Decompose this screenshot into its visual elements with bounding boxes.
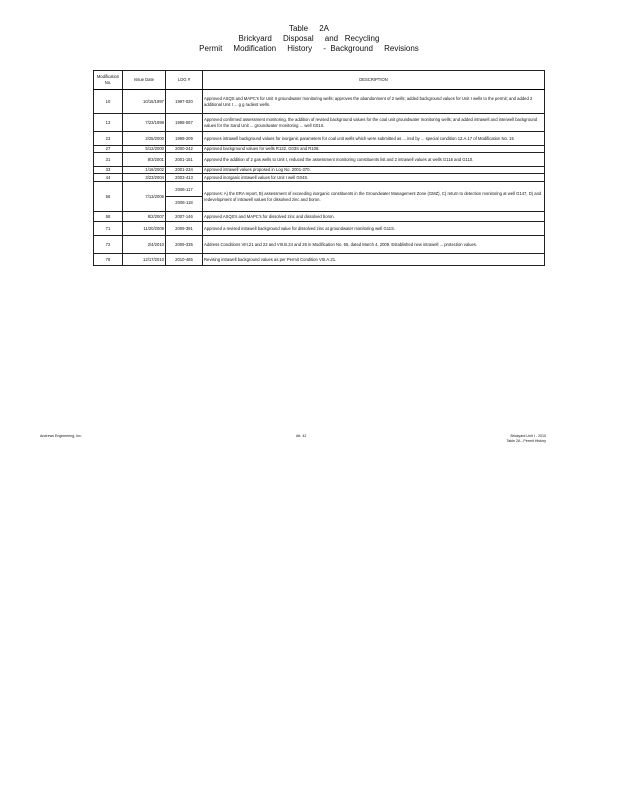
footer-right-line-1: Brickyard Unit I - 2010 (510, 434, 546, 438)
header-modification: Modification No. (94, 71, 123, 90)
issue-date: 2/4/2010 (123, 236, 166, 254)
description: Approves intrawell background values for inorganic parameters for coal unit wells which were submitted as ... ired by ... special condition 12.A.17 of Modification No. 15 (203, 132, 545, 146)
mod-number: 27 (94, 146, 123, 153)
table-row (94, 153, 545, 167)
log-number: 2007-146 (166, 212, 203, 222)
table-row (94, 167, 545, 174)
table-row (94, 236, 545, 254)
log-number: 2000-242 (166, 146, 203, 153)
description: Approved background values for wells R132, G03S and R108. (203, 146, 545, 153)
mod-number: 58 (94, 212, 123, 222)
document-title (0, 24, 618, 54)
log-number: 2006-117 (166, 184, 202, 197)
title-line-2: Brickyard Disposal and Recycling (238, 34, 380, 43)
issue-date: 11/20/2009 (123, 222, 166, 236)
description: Approved ASQS and MAPC's for Unit II groundwater monitoring wells; approves the abandonment of 2 wells; added background values for Unit I wells to the permit; and added 2 additional Unit I ... g g radient wells. (203, 90, 545, 114)
log-number: 2003-413 (166, 174, 203, 182)
description: Approves: A) the ERA report, B) assessment of exceeding inorganic constituents in the Groundwater Management Zone (GMZ), C) return to detection monitoring at well G147, D) and redevelopment of intrawell values for dissolved zinc and boron. (203, 182, 545, 212)
issue-date: 10/15/1997 (123, 90, 166, 114)
title-line-3: Permit Modification History - Background Revisions (199, 44, 419, 53)
description: Revising intrawell background values as per Permit Condition VIII.A.21. (203, 254, 545, 266)
description: Approved the addition of 2 gas wells to Unit I, reduced the assessment monitoring constituents list and 2 intrawell values at wells G116 and G110. (203, 153, 545, 167)
header-issue-date: Issue Date (123, 71, 166, 90)
header-description: DESCRIPTION (203, 71, 545, 90)
issue-date: 1/16/2002 (123, 167, 166, 174)
log-number: 2009-335 (166, 236, 203, 254)
log-number: 1999-209 (166, 132, 203, 146)
description: Address Conditions VIII.21 and 22 and VIII.B.24 and 26 in Modification No. 65, dated March 4, 2009. Established new intrawell ... protection values. (203, 236, 545, 254)
footer-document-id (506, 434, 546, 444)
log-number-group (166, 182, 203, 212)
issue-date: 7/23/1998 (123, 114, 166, 132)
table-row (94, 114, 545, 132)
permit-history-table (93, 70, 545, 266)
log-number: 2010-465 (166, 254, 203, 266)
mod-number: 78 (94, 254, 123, 266)
title-line-1: Table 2A (288, 24, 330, 33)
issue-date: 8/2/2007 (123, 212, 166, 222)
mod-number: 33 (94, 167, 123, 174)
mod-number: 10 (94, 90, 123, 114)
table-row (94, 222, 545, 236)
table-header-row (94, 71, 545, 90)
mod-number: 72 (94, 236, 123, 254)
log-number: 2009-391 (166, 222, 203, 236)
issue-date: 2/25/2000 (123, 132, 166, 146)
mod-number: 44 (94, 174, 123, 182)
log-number-secondary: 2006-118 (175, 200, 193, 205)
table-row (94, 90, 545, 114)
description: Approved inorganic intrawell values for Unit I well G04S. (203, 174, 545, 182)
footer-company: Andrews Engineering, Inc. (40, 434, 82, 438)
table-row (94, 212, 545, 222)
log-number: 1998-067 (166, 114, 203, 132)
header-log: LOG # (166, 71, 203, 90)
issue-date: 12/17/2010 (123, 254, 166, 266)
table-row (94, 254, 545, 266)
table-row (94, 174, 545, 182)
table-row (94, 132, 545, 146)
description: Approved intrawell values proposed in Log No. 2001-370. (203, 167, 545, 174)
table-row (94, 182, 545, 212)
issue-date: 8/3/2001 (123, 153, 166, 167)
mod-number: 23 (94, 132, 123, 146)
issue-date: 3/23/2004 (123, 174, 166, 182)
log-number: 1997-020 (166, 90, 203, 114)
mod-number: 56 (94, 182, 123, 212)
mod-number: 71 (94, 222, 123, 236)
log-number: 2001-151 (166, 153, 203, 167)
issue-date: 7/13/2006 (123, 182, 166, 212)
mod-number: 31 (94, 153, 123, 167)
footer-page-number: Att. 42 (296, 434, 307, 438)
log-number: 2001-234 (166, 167, 203, 174)
mod-number: 13 (94, 114, 123, 132)
footer-right-line-2: Table 2A - Permit History (506, 439, 546, 443)
description: Approved ASQS's and MAPC's for dissolved zinc and dissolved boron. (203, 212, 545, 222)
table-row (94, 146, 545, 153)
description: Approved a revised intrawell background value for dissolved zinc at groundwater monitoring well G11S. (203, 222, 545, 236)
description: Approved confirmed assessment monitoring, the addition of revised background values for the coal unit groundwater monitoring wells; and added intrawell and interwell background values for the Sand Unit ... groundwater monitoring ... well G01S. (203, 114, 545, 132)
issue-date: 5/12/2000 (123, 146, 166, 153)
